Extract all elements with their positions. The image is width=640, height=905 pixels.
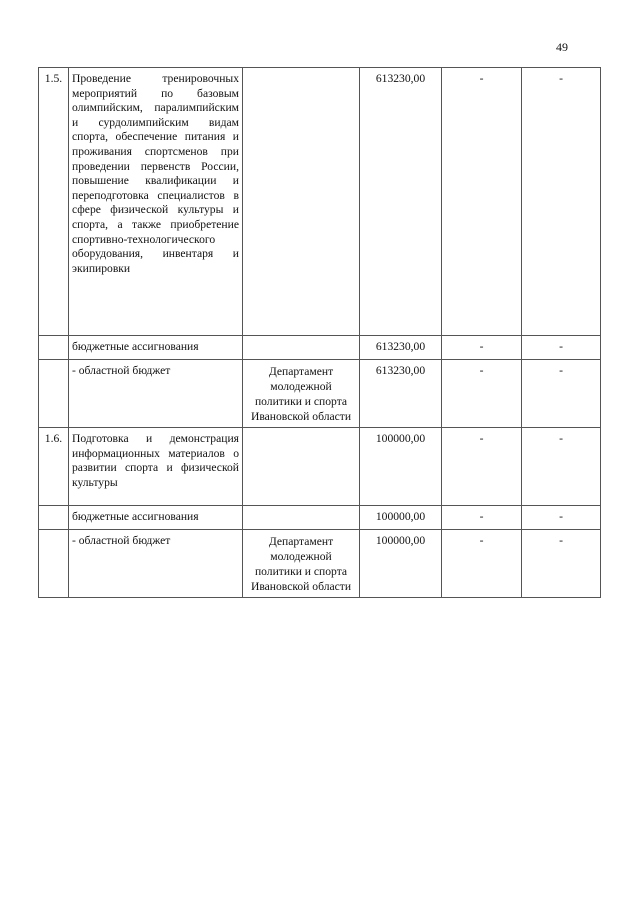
year2-cell: - — [442, 506, 522, 530]
amount-cell: 613230,00 — [360, 360, 442, 428]
year3-cell: - — [522, 360, 601, 428]
year3-cell: - — [522, 68, 601, 336]
executor-cell: Департамент молодежной политики и спорта Ивановской области — [243, 530, 360, 598]
year2-cell: - — [442, 336, 522, 360]
measure-name: бюджетные ассигнования — [69, 506, 243, 530]
budget-table — [38, 67, 601, 598]
amount-cell: 100000,00 — [360, 530, 442, 598]
year2-cell: - — [442, 68, 522, 336]
measure-name: - областной бюджет — [69, 360, 243, 428]
measure-name: - областной бюджет — [69, 530, 243, 598]
year3-cell: - — [522, 506, 601, 530]
executor-cell: Департамент молодежной политики и спорта Ивановской области — [243, 360, 360, 428]
row-number — [39, 506, 69, 530]
measure-name: Проведение тренировочных мероприятий по базовым олимпийским, паралимпийским и сурдолимпийским видам спорта, обеспечение питания и проживания спортсменов при проведении первенств России, повышение квалификации и переподготовка специалистов в сфере физической культуры и спорта, а также приобретение спортивно-технологического оборудования, инвентаря и экипировки — [69, 68, 243, 336]
row-number — [39, 530, 69, 598]
executor-cell — [243, 506, 360, 530]
measure-name: бюджетные ассигнования — [69, 336, 243, 360]
executor-cell — [243, 336, 360, 360]
amount-cell: 613230,00 — [360, 68, 442, 336]
amount-cell: 100000,00 — [360, 506, 442, 530]
year2-cell: - — [442, 428, 522, 506]
year3-cell: - — [522, 428, 601, 506]
year2-cell: - — [442, 530, 522, 598]
year3-cell: - — [522, 530, 601, 598]
table-row — [39, 360, 601, 428]
measure-name: Подготовка и демонстрация информационных материалов о развитии спорта и физической культуры — [69, 428, 243, 506]
table-row — [39, 530, 601, 598]
table-row — [39, 428, 601, 506]
row-number: 1.5. — [39, 68, 69, 336]
row-number — [39, 336, 69, 360]
row-number: 1.6. — [39, 428, 69, 506]
executor-cell — [243, 428, 360, 506]
year3-cell: - — [522, 336, 601, 360]
table-row — [39, 336, 601, 360]
amount-cell: 100000,00 — [360, 428, 442, 506]
row-number — [39, 360, 69, 428]
table-row — [39, 68, 601, 336]
executor-cell — [243, 68, 360, 336]
page-number: 49 — [556, 40, 568, 54]
amount-cell: 613230,00 — [360, 336, 442, 360]
table-row — [39, 506, 601, 530]
year2-cell: - — [442, 360, 522, 428]
